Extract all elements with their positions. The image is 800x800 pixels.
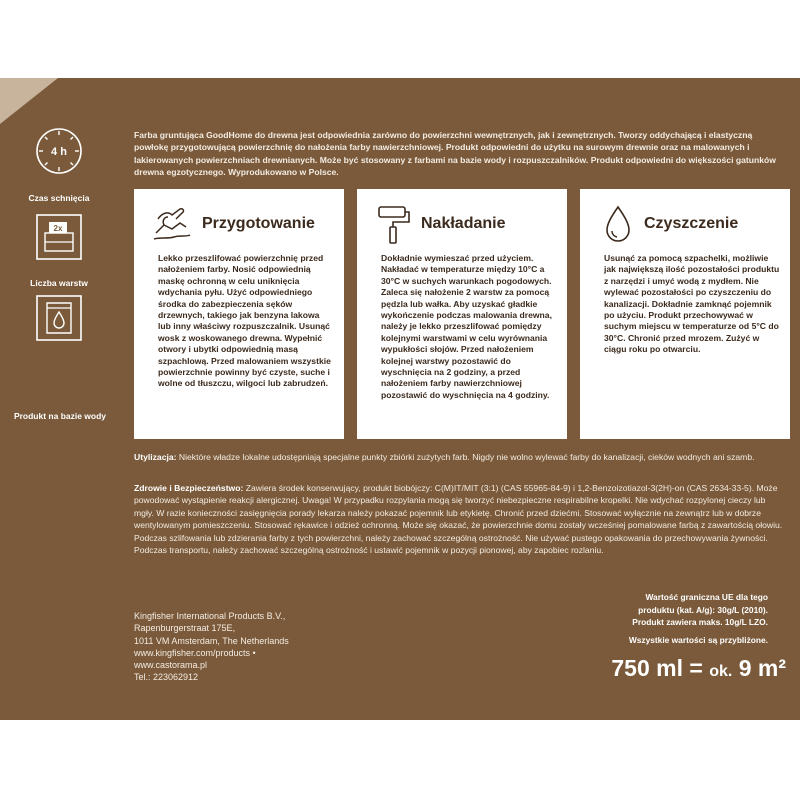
voc-info xyxy=(538,591,768,646)
water-drop-can-icon xyxy=(30,289,88,347)
safety-text: Zawiera środek konserwujący, produkt biobójczy: C(M)IT/MIT (3:1) (CAS 55965-84-9) i 1,2-Benzoizotiazol-3(2H)-on (CAS 2634-33-5). Może powodować wystąpienie reakcji alergicznej. Uwaga! W przypadku rozpylania mogą się tworzyć niebezpieczne respirabilne kropelki. Nie wdychać rozpylonej cieczy lub mgły. W razie konieczności zasięgnięcia porady lekarza należy pokazać pojemnik lub etykietę. Chronić przed dziećmi. Stosować wyłącznie na zewnątrz lub w dobrze wentylowanym pomieszczeniu. Stosować rękawice i odzież ochronną. Może się okazać, że powierzchnie domu zostały wcześniej pomalowane farbą z zawartością ołowiu. Podczas szlifowania lub zdzierania farby z tych powierzchni, należy zachować szczególną ostrożność. Nie używać pustego opakowania do przechowywania żywności. Podczas transportu, należy zachować szczególną ostrożność i ustawić pojemnik w pozycji pionowej, aby zapobiec rozlaniu. xyxy=(134,483,783,556)
hand-cloth-icon xyxy=(150,203,194,247)
label-corner-decoration xyxy=(0,78,58,124)
volume-amount: 750 ml xyxy=(611,655,683,681)
address-line: Kingfisher International Products B.V., xyxy=(134,611,286,621)
card-header xyxy=(596,203,776,247)
volume-equals: = xyxy=(682,655,710,681)
sidebar-label-coats: Liczba warstw xyxy=(30,278,88,288)
card-title: Przygotowanie xyxy=(202,215,315,232)
disposal-heading: Utylizacja: xyxy=(134,452,177,462)
sidebar-label-water-based: Produkt na bazie wody xyxy=(13,411,107,421)
address-line: Tel.: 223062912 xyxy=(134,672,199,683)
voc-line: Produkt zawiera maks. 10g/L LZO. xyxy=(632,617,768,628)
card-body: Usunąć za pomocą szpachelki, możliwie jak największą ilość pozostałości produktu z narzędzi i umyć wodą z mydłem. Nie wylewać pozostałości po czyszczeniu do kanalizacji. Dokładnie zamknąć pojemnik po użyciu. Produkt przechowywać w suchym miejscu w temperaturze od 5°C do 30°C. Chronić przed mrozem. Zużyć w ciągu roku po otwarciu. xyxy=(604,253,780,355)
product-label xyxy=(0,78,800,720)
card-preparation xyxy=(134,189,344,439)
paint-roller-icon xyxy=(373,203,417,247)
card-header xyxy=(373,203,553,247)
safety-heading: Zdrowie i Bezpieczeństwo: xyxy=(134,483,244,493)
disposal-section xyxy=(134,451,784,463)
volume-approx: ok. xyxy=(709,663,733,680)
address-line: www.castorama.pl xyxy=(134,660,208,671)
water-drop-icon xyxy=(596,203,640,247)
card-title: Czyszczenie xyxy=(644,215,739,232)
card-body: Lekko przeszlifować powierzchnię przed nałożeniem farby. Nosić odpowiednią maskę ochronną w celu uniknięcia wdychania pyłu. Użyć odpowiedniego środka do zabezpieczenia sęków drzewnych, takiego jak benzyna lakowa lub inny właściwy rozpuszczalnik. Usunąć wosk z woskowanego drewna. Wypełnić otwory i ubytki odpowiednią masą szpachlową. Przed malowaniem wszystkie powierzchnie powinny być czyste, suche i wolne od tłuszczu, wilgoci lub zabrudzeń. xyxy=(158,253,331,389)
voc-line: produktu (kat. A/g): 30g/L (2010). xyxy=(638,604,768,615)
address-line: www.kingfisher.com/products • xyxy=(134,647,256,658)
clock-icon xyxy=(30,122,88,180)
card-title: Nakładanie xyxy=(421,215,506,232)
product-description: Farba gruntująca GoodHome do drewna jest odpowiednia zarówno do powierzchni wewnętrznych, jak i zewnętrznych. Tworzy oddychającą i elastyczną powłokę przygotowującą powierzchnię do nałożenia farby nawierzchniowej. Produkt odpowiedni do użytku na surowym drewnie oraz na malowanych i lakierowanych powierzchniach drewnianych. Może być stosowany z farbami na bazie wody i rozpuszczalników. Produkt odpowiedni do większości gatunków drewna egzotycznego. Wyprodukowano w Polsce. xyxy=(134,130,776,178)
card-application xyxy=(357,189,567,439)
card-header xyxy=(150,203,330,247)
volume-coverage xyxy=(611,655,786,682)
voc-line: Wszystkie wartości są przybliżone. xyxy=(628,634,768,645)
address-line: 1011 VM Amsterdam, The Netherlands xyxy=(134,635,289,646)
sidebar-label-drying-time: Czas schnięcia xyxy=(28,193,90,203)
card-body: Dokładnie wymieszać przed użyciem. Nakładać w temperaturze między 10°C a 30°C w suchych warunkach pogodowych. Zaleca się nałożenie 2 warstw za pomocą pędzla lub wałka. Aby uzyskać gładkie wykończenie podczas malowania drewna, należy je lekko przeszlifować pomiędzy kolejnymi warstwami w celu wyrównania wypukłości słojów. Przed nałożeniem kolejnej warstwy pozostawić do wyschnięcia na 2 godziny, a przed nałożeniem farby nawierzchniowej pozostawić do wyschnięcia na 4 godziny. xyxy=(381,253,552,400)
drying-time-value: 4 h xyxy=(51,146,67,158)
disposal-text: Niektóre władze lokalne udostępniają specjalne punkty zbiórki zużytych farb. Nigdy nie wolno wylewać farby do kanalizacji, cieków wodnych ani szamb. xyxy=(176,452,755,462)
safety-section xyxy=(134,482,784,556)
voc-line: Wartość graniczna UE dla tego xyxy=(645,592,768,602)
coverage-area: 9 m² xyxy=(732,655,786,681)
layers-icon xyxy=(30,208,88,266)
coats-value: 2x xyxy=(53,224,63,233)
manufacturer-address xyxy=(134,610,374,684)
address-line: Rapenburgerstraat 175E, xyxy=(134,623,236,634)
card-cleaning xyxy=(580,189,790,439)
